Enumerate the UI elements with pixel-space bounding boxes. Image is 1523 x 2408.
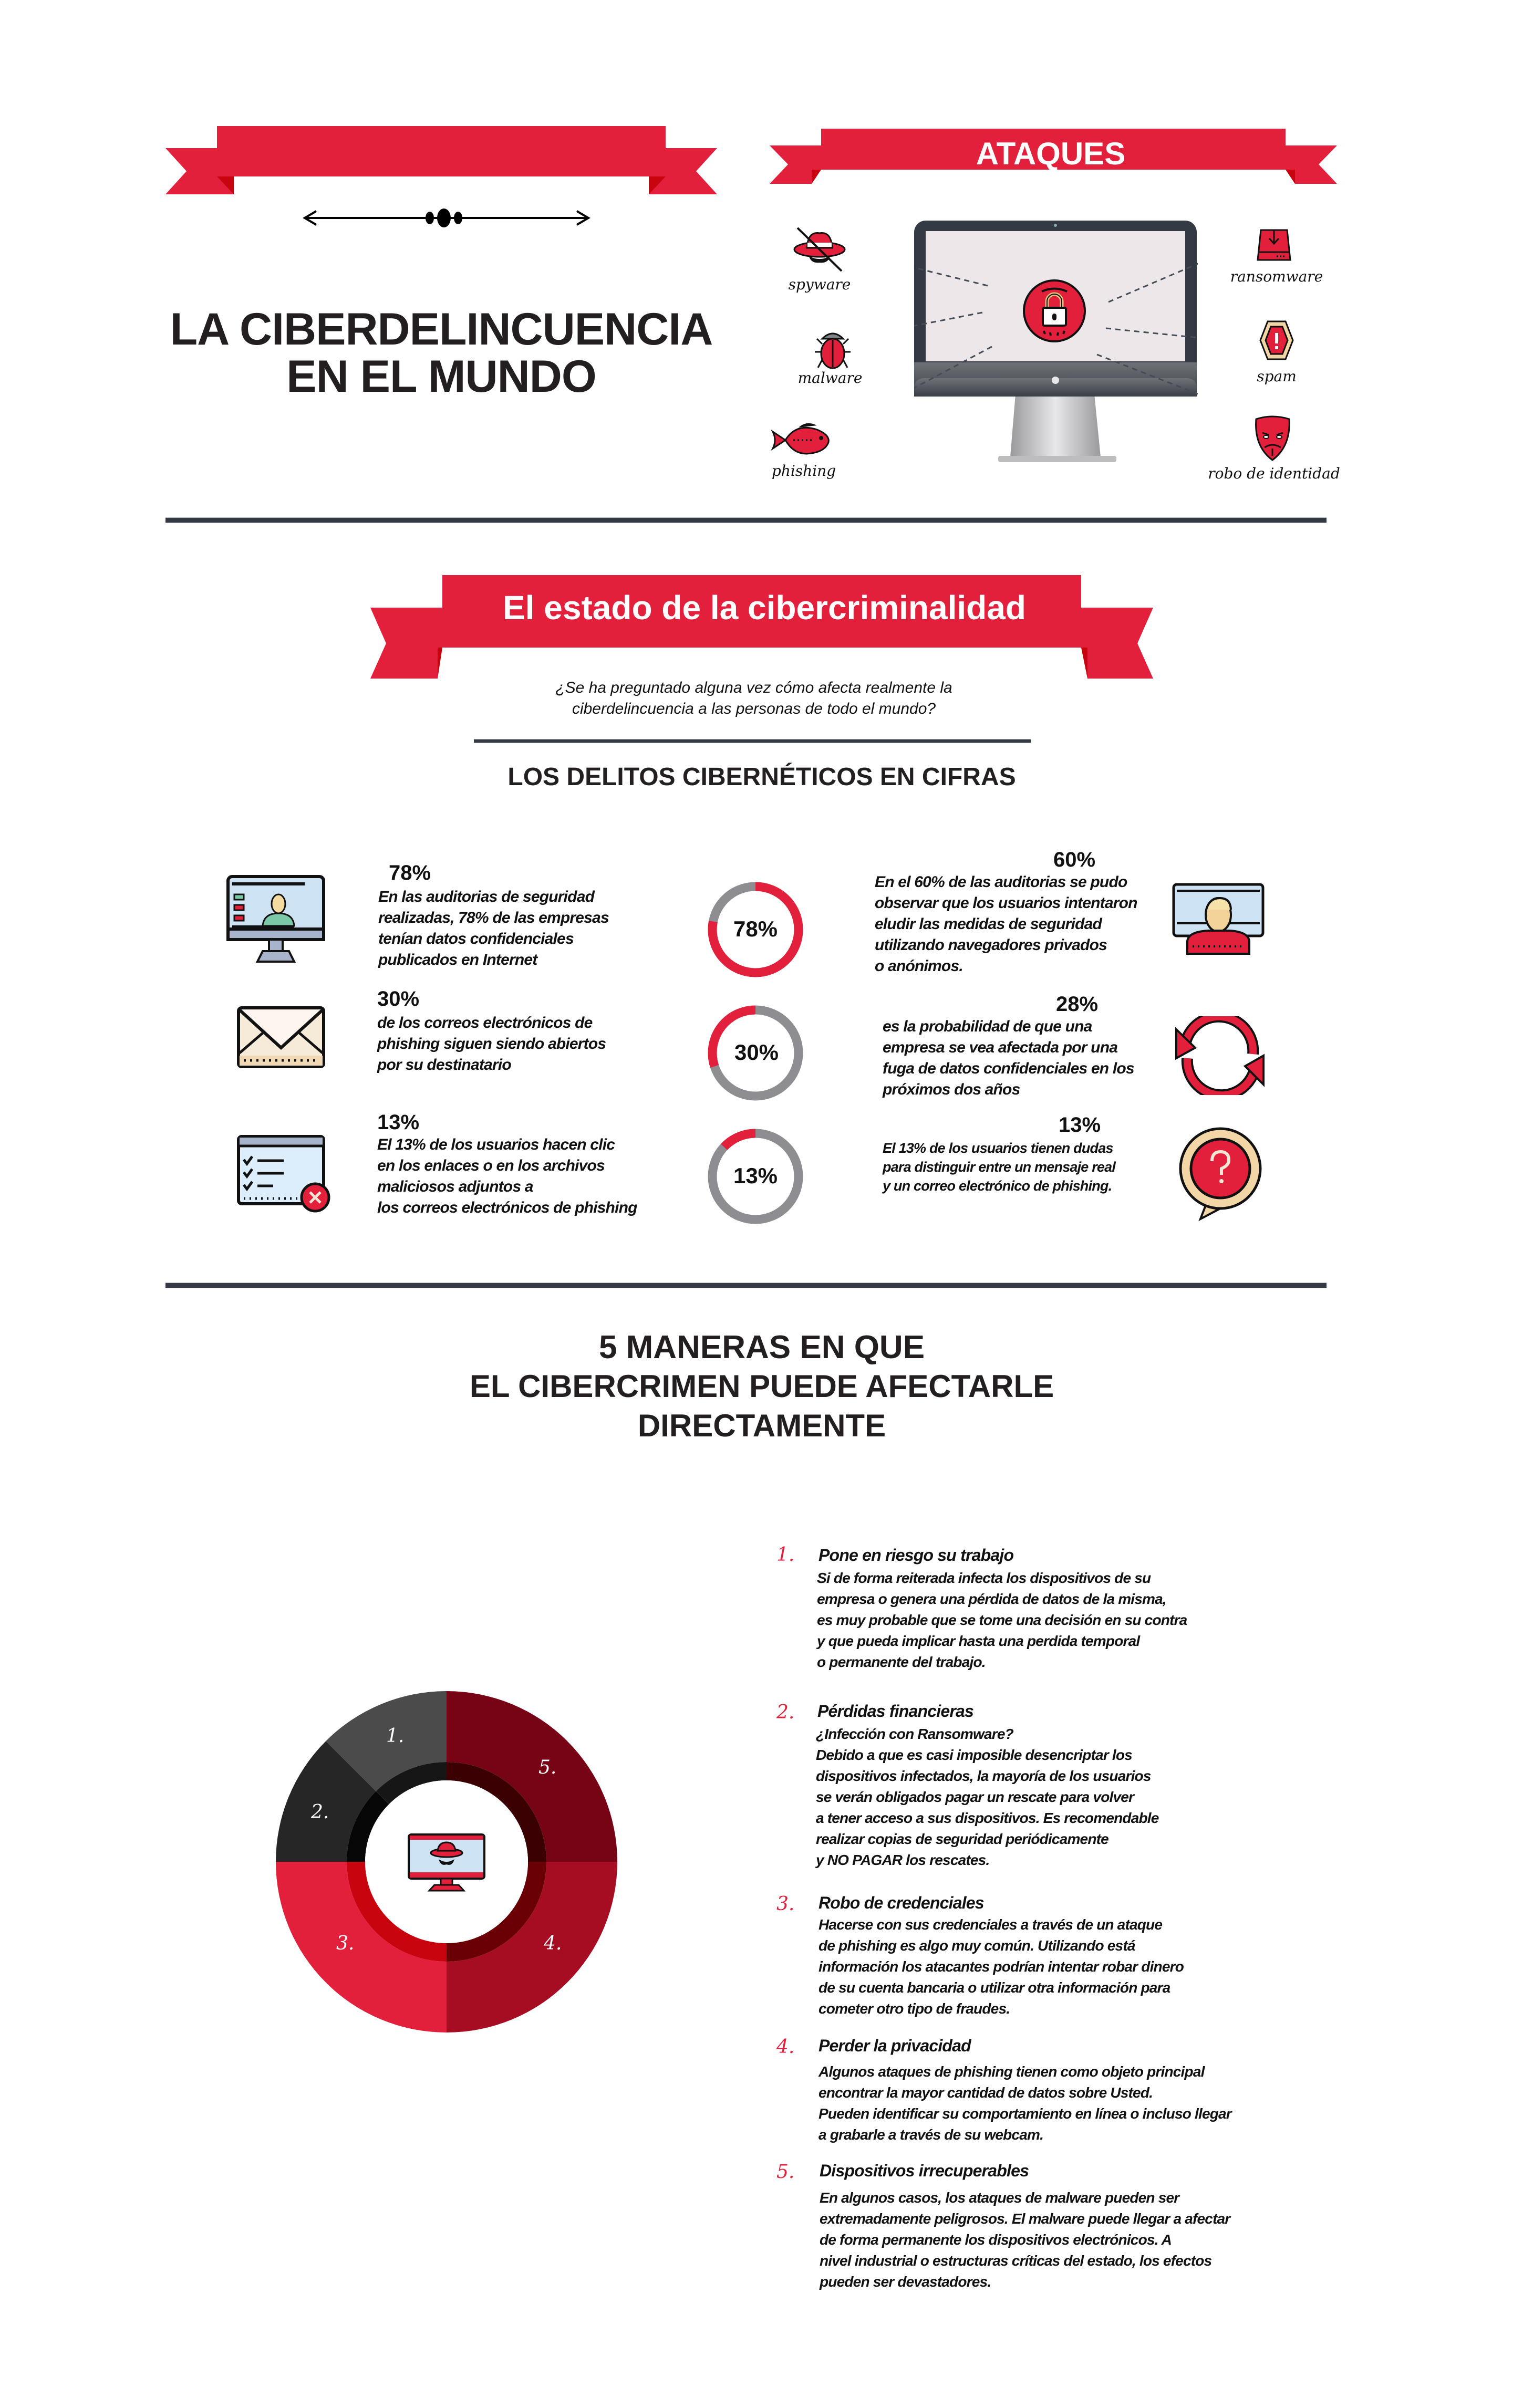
- ways-title-line1: 5 MANERAS EN QUE: [598, 1329, 925, 1365]
- stats-heading: LOS DELITOS CIBERNÉTICOS EN CIFRAS: [507, 763, 1016, 791]
- warning-hexagon-icon: [1258, 319, 1295, 364]
- way-line: a tener acceso a sus dispositivos. Es recomendable: [816, 1810, 1159, 1826]
- way-line: extremadamente peligrosos. El malware puede llegar a afectar: [820, 2211, 1230, 2227]
- mask-icon: [1253, 415, 1292, 465]
- spy-hat-icon: [793, 226, 846, 276]
- stat-right-1-text: [875, 872, 1137, 977]
- way-line: Algunos ataques de phishing tienen como objeto principal: [819, 2063, 1205, 2080]
- way-line: y que pueda implicar hasta una perdida temporal: [817, 1633, 1140, 1649]
- envelope-icon: [236, 1006, 326, 1071]
- way-line: realizar copias de seguridad periódicamente: [816, 1831, 1108, 1847]
- way-1-number: 1.: [776, 1544, 795, 1566]
- padlock-icon: [1022, 278, 1087, 347]
- stat-left-1-text: [378, 887, 609, 971]
- way-line: de forma permanente los dispositivos electrónicos. A: [820, 2232, 1172, 2248]
- ways-title-line2: EL CIBERCRIMEN PUEDE AFECTARLE: [469, 1369, 1054, 1404]
- way-line: de su cuenta bancaria o utilizar otra información para: [819, 1979, 1170, 1996]
- way-line: a grabarle a través de su webcam.: [819, 2126, 1044, 2143]
- monitor-illustration: [914, 221, 1198, 481]
- attack-label-identity-theft: robo de identidad: [1208, 465, 1340, 482]
- stat-right-3-text: [883, 1139, 1115, 1195]
- stat-line: por su destinatario: [377, 1056, 511, 1073]
- donut-2-label: 30%: [734, 1040, 779, 1065]
- way-line: pueden ser devastadores.: [820, 2274, 991, 2290]
- stat-left-2-pct: 30%: [377, 987, 420, 1010]
- fish-icon: [770, 420, 833, 462]
- checklist-error-icon: [236, 1134, 336, 1216]
- state-question-line1: ¿Se ha preguntado alguna vez cómo afecta realmente la: [555, 679, 952, 696]
- stat-line: o anónimos.: [875, 957, 963, 975]
- stat-line: tenían datos confidenciales: [378, 930, 574, 947]
- attack-label-ransomware: ransomware: [1230, 268, 1323, 285]
- way-line: se verán obligados pagar un rescate para volver: [816, 1789, 1134, 1805]
- stat-line: publicados en Internet: [378, 951, 537, 968]
- segment-label-3: 3.: [336, 1933, 355, 1954]
- way-line: o permanente del trabajo.: [817, 1654, 986, 1670]
- way-3-body: [819, 1914, 1184, 2019]
- section-divider-1: [165, 517, 1327, 523]
- bug-icon: [812, 323, 854, 373]
- stat-right-1-pct: 60%: [1053, 848, 1096, 871]
- way-3-number: 3.: [776, 1893, 795, 1915]
- state-underline: [474, 739, 1031, 743]
- way-line: En algunos casos, los ataques de malware pueden ser: [820, 2190, 1179, 2206]
- way-3-title: Robo de credenciales: [819, 1893, 984, 1912]
- segment-label-1: 1.: [386, 1725, 405, 1747]
- attack-label-phishing: phishing: [771, 462, 836, 479]
- way-4-number: 4.: [776, 2036, 795, 2058]
- way-2-number: 2.: [776, 1702, 795, 1723]
- way-line: ¿Infección con Ransomware?: [816, 1726, 1013, 1742]
- way-line: de phishing es algo muy común. Utilizando está: [819, 1937, 1135, 1954]
- way-line: empresa o genera una pérdida de datos de la misma,: [817, 1591, 1166, 1607]
- stat-line: fuga de datos confidenciales en los: [883, 1060, 1134, 1077]
- monitor-user-icon: [226, 874, 326, 966]
- stat-left-1-pct: 78%: [389, 861, 431, 884]
- way-line: Si de forma reiterada infecta los dispositivos de su: [817, 1570, 1151, 1586]
- main-title-line2: EN EL MUNDO: [286, 351, 596, 402]
- stat-line: los correos electrónicos de phishing: [377, 1199, 637, 1216]
- donut-3-label: 13%: [733, 1163, 778, 1188]
- hard-drive-download-icon: [1256, 226, 1292, 268]
- attack-label-spyware: spyware: [788, 276, 851, 293]
- stat-line: En las auditorias de seguridad: [378, 888, 595, 905]
- stat-right-2-text: [883, 1016, 1134, 1100]
- segment-label-4: 4.: [544, 1933, 562, 1954]
- state-question: [473, 677, 1035, 720]
- stat-line: es la probabilidad de que una: [883, 1018, 1092, 1035]
- way-5-title: Dispositivos irrecuperables: [820, 2161, 1029, 2180]
- way-1-title: Pone en riesgo su trabajo: [819, 1546, 1014, 1565]
- stat-line: phishing siguen siendo abiertos: [377, 1035, 606, 1052]
- way-2-body: [816, 1724, 1159, 1871]
- way-line: Debido a que es casi imposible desencriptar los: [816, 1747, 1132, 1763]
- stat-line: observar que los usuarios intentaron: [875, 894, 1137, 912]
- way-line: es muy probable que se tome una decisión en su contra: [817, 1612, 1187, 1628]
- segment-label-5: 5.: [538, 1757, 557, 1778]
- donut-1-label: 78%: [733, 916, 778, 941]
- way-line: encontrar la mayor cantidad de datos sobre Usted.: [819, 2084, 1153, 2101]
- stat-line: y un correo electrónico de phishing.: [883, 1178, 1112, 1194]
- stat-line: de los correos electrónicos de: [377, 1014, 593, 1031]
- state-title: El estado de la cibercriminalidad: [503, 589, 1026, 627]
- stat-right-2-pct: 28%: [1056, 993, 1099, 1016]
- attack-label-spam: spam: [1257, 368, 1297, 385]
- way-5-body: [820, 2187, 1230, 2292]
- ways-title-line3: DIRECTAMENTE: [637, 1408, 886, 1443]
- way-2-title: Pérdidas financieras: [817, 1702, 974, 1721]
- stat-line: próximos dos años: [883, 1081, 1020, 1098]
- stat-line: utilizando navegadores privados: [875, 936, 1107, 954]
- stat-line: El 13% de los usuarios hacen clic: [377, 1136, 615, 1153]
- question-bubble-icon: [1174, 1127, 1269, 1224]
- way-line: y NO PAGAR los rescates.: [816, 1852, 990, 1868]
- screen-person-icon: [1172, 882, 1266, 958]
- stat-line: empresa se vea afectada por una: [883, 1039, 1118, 1056]
- way-4-title: Perder la privacidad: [819, 2036, 971, 2055]
- way-5-number: 5.: [776, 2161, 795, 2183]
- way-line: Pueden identificar su comportamiento en línea o incluso llegar: [819, 2105, 1231, 2122]
- stat-line: para distinguir entre un mensaje real: [883, 1159, 1116, 1175]
- attack-label-malware: malware: [797, 369, 863, 387]
- stat-line: En el 60% de las auditorias se pudo: [875, 873, 1127, 891]
- segment-label-2: 2.: [311, 1801, 329, 1823]
- way-line: dispositivos infectados, la mayoría de los usuarios: [816, 1768, 1151, 1784]
- stat-line: eludir las medidas de seguridad: [875, 915, 1102, 933]
- stat-line: El 13% de los usuarios tienen dudas: [883, 1140, 1113, 1156]
- way-line: cometer otro tipo de fraudes.: [819, 2000, 1010, 2017]
- way-line: Hacerse con sus credenciales a través de un ataque: [819, 1916, 1163, 1933]
- state-question-line2: ciberdelincuencia a las personas de todo el mundo?: [572, 700, 936, 717]
- way-1-body: [817, 1568, 1187, 1673]
- way-4-body: [819, 2061, 1231, 2145]
- attacks-title: ATAQUES: [976, 136, 1126, 171]
- stat-left-3-text: [377, 1134, 637, 1218]
- way-line: nivel industrial o estructuras críticas del estado, los efectos: [820, 2253, 1212, 2269]
- sync-arrows-icon: [1174, 1016, 1266, 1098]
- main-title-line1: LA CIBERDELINCUENCIA: [170, 304, 713, 355]
- stat-line: maliciosos adjuntos a: [377, 1178, 533, 1195]
- section-divider-2: [165, 1283, 1327, 1288]
- way-line: información los atacantes podrían intentar robar dinero: [819, 1958, 1184, 1975]
- arrow-ornament: [299, 205, 594, 234]
- stat-left-3-pct: 13%: [377, 1111, 420, 1134]
- header-ribbon: [165, 126, 717, 194]
- stat-left-2-text: [377, 1013, 606, 1076]
- stat-right-3-pct: 13%: [1059, 1113, 1101, 1137]
- monitor-spy-icon: [407, 1833, 486, 1894]
- stat-line: realizadas, 78% de las empresas: [378, 909, 609, 926]
- stat-line: en los enlaces o en los archivos: [377, 1157, 605, 1174]
